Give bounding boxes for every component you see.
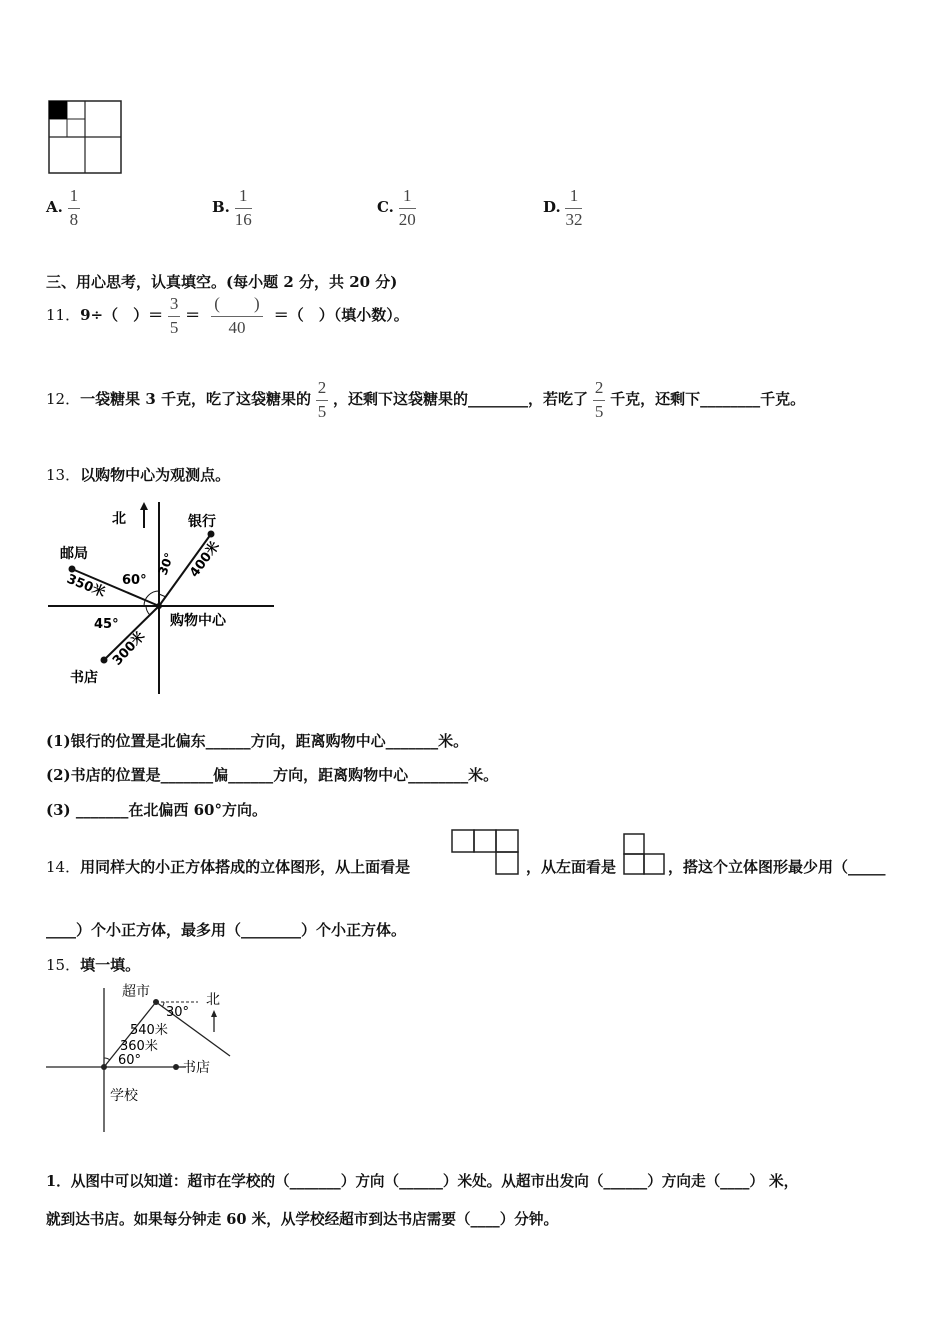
q14-line2: ____）个小正方体，最多用（________）个小正方体。 xyxy=(46,921,407,939)
angle-30-label: 30° xyxy=(166,1005,190,1020)
question-12: 12．一袋糖果 3 千克，吃了这袋糖果的 $\frac{2}{5}$ ，还剩下这袋糖果的________，若吃了 $\frac{2}{5}$ 千克，还剩下________千克。 xyxy=(46,378,806,421)
angle-60-label: 60° xyxy=(122,573,147,588)
distance-400-label: 400米 xyxy=(187,539,223,581)
school-label: 学校 xyxy=(110,1088,138,1104)
section-title: 三、用心思考，认真填空。(每小题 2 分，共 20 分) xyxy=(46,273,398,291)
option-fraction: $\frac{1}{20}$ xyxy=(398,186,416,229)
post-office-label: 邮局 xyxy=(60,546,88,562)
shopping-center-diagram xyxy=(46,498,278,698)
distance-360-label: 360米 xyxy=(120,1039,158,1054)
option-fraction: $\frac{1}{8}$ xyxy=(69,186,79,229)
shopping-center-label: 购物中心 xyxy=(170,613,226,629)
option-b[interactable] xyxy=(212,186,252,230)
fraction: $\frac{2}{5}$ xyxy=(594,378,604,421)
question-number: 11． xyxy=(46,306,81,324)
option-fraction: $\frac{1}{32}$ xyxy=(565,186,583,229)
angle-45-label: 45° xyxy=(94,617,119,632)
question-15: 15．填一填。 xyxy=(46,956,141,974)
q13-sub3: (3) _______在北偏西 60°方向。 xyxy=(46,801,267,819)
question-13: 13．以购物中心为观测点。 xyxy=(46,466,231,484)
distance-300-label: 300米 xyxy=(109,629,149,669)
option-fraction: $\frac{1}{16}$ xyxy=(234,186,252,229)
option-c[interactable] xyxy=(377,186,416,230)
option-letter: C. xyxy=(377,198,394,216)
option-letter: A. xyxy=(46,198,63,216)
bank-label: 银行 xyxy=(188,514,216,530)
top-view-figure xyxy=(450,828,522,878)
question-14: 14．用同样大的小正方体搭成的立体图形，从上面看是 xyxy=(46,858,411,876)
bookstore-label: 书店 xyxy=(182,1060,210,1076)
angle-60-label: 60° xyxy=(118,1053,142,1068)
option-letter: D. xyxy=(543,198,561,216)
bookstore-label: 书店 xyxy=(70,670,98,686)
fraction: $\frac{3}{5}$ xyxy=(169,294,179,337)
q14-part3: ，搭这个立体图形最少用（_____ xyxy=(668,858,886,876)
question-number: 12． xyxy=(46,390,81,408)
option-a[interactable] xyxy=(46,186,80,230)
distance-540-label: 540米 xyxy=(130,1023,168,1038)
fraction: $\frac{2}{5}$ xyxy=(317,378,327,421)
option-d[interactable] xyxy=(543,186,582,230)
angle-30-label: 30° xyxy=(155,550,177,578)
question-number: 15． xyxy=(46,956,81,974)
q14-part2: ，从左面看是 xyxy=(526,858,617,876)
supermarket-label: 超市 xyxy=(122,984,150,1000)
question-number: 13． xyxy=(46,466,81,484)
north-label: 北 xyxy=(206,992,220,1008)
question-number: 14． xyxy=(46,858,81,876)
fraction: $\frac{( )}{40}$ xyxy=(211,294,263,338)
question-11: 11．9÷（ ）＝ $\frac{3}{5}$ ＝ $\frac{( )}{40}$ ＝（ ）（填小数）。 xyxy=(46,294,409,337)
fraction-grid-figure xyxy=(48,100,122,174)
distance-350-label: 350米 xyxy=(64,571,108,601)
q13-sub2: (2)书店的位置是_______偏______方向，距离购物中心________米。 xyxy=(46,766,499,784)
option-letter: B. xyxy=(212,198,230,216)
q13-sub1: (1)银行的位置是北偏东______方向，距离购物中心_______米。 xyxy=(46,732,469,750)
left-view-figure xyxy=(622,832,668,878)
school-map-diagram xyxy=(46,980,246,1136)
north-label: 北 xyxy=(112,511,126,527)
q15-sub1-line2: 就到达书店。如果每分钟走 60 米，从学校经超市到达书店需要（____）分钟。 xyxy=(46,1211,559,1228)
q15-sub1-line1: 1．从图中可以知道：超市在学校的（_______）方向（______）米处。从超市出发向（______）方向走（____） 米， xyxy=(46,1173,799,1190)
